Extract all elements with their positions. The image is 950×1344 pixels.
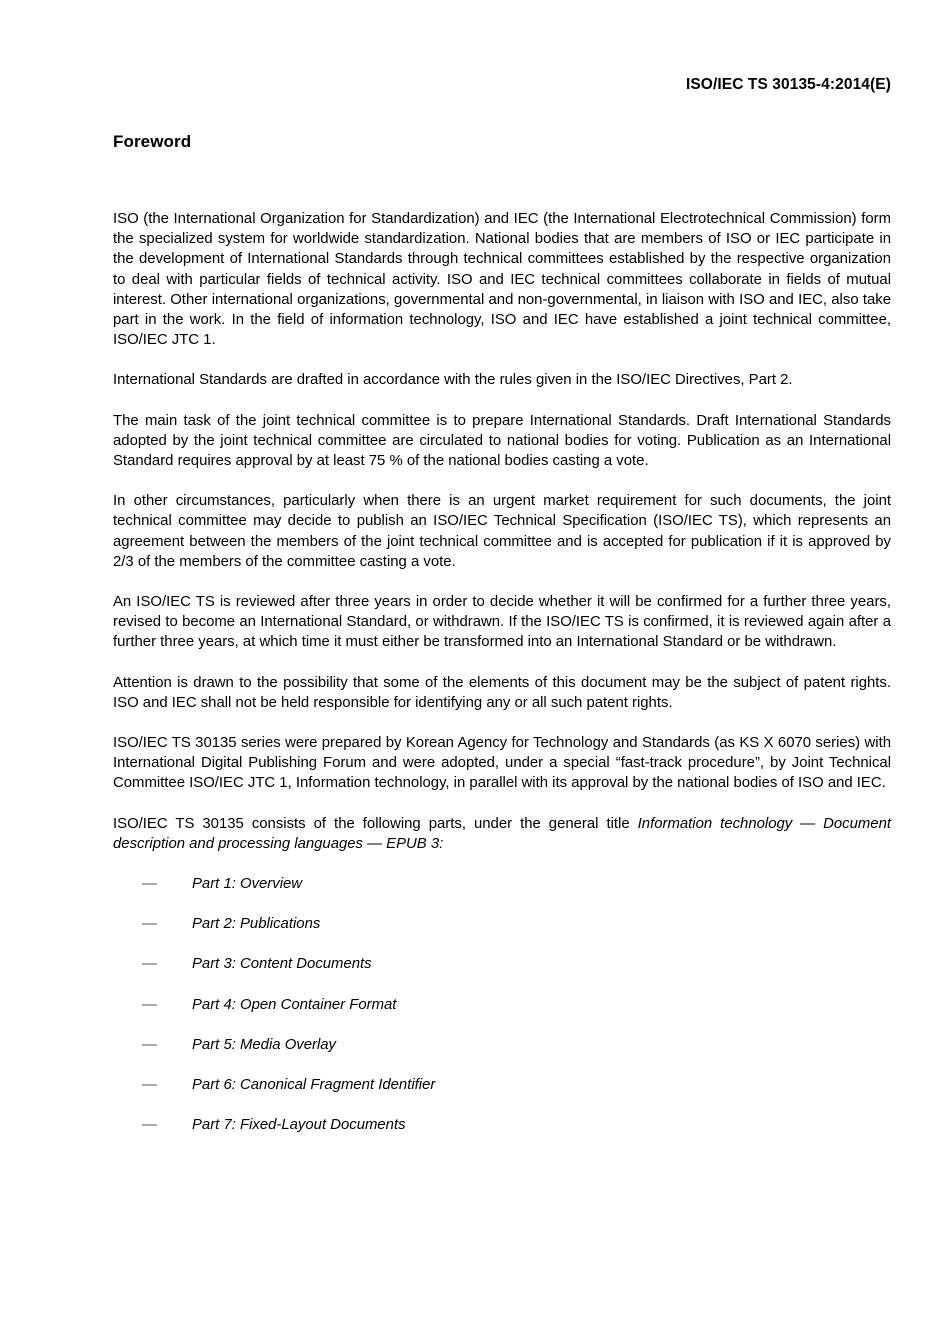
list-item-label: Part 3: Content Documents bbox=[192, 956, 372, 973]
list-item bbox=[113, 874, 891, 894]
list-item-label: Part 1: Overview bbox=[192, 876, 303, 893]
list-item bbox=[113, 914, 891, 934]
paragraph-3: The main task of the joint technical committee is to prepare International Standards. Draft International Standards adopted by the joint technical committee are circulated to national bodies for voting. Publication as an International Standard requires approval by at least 75 % of the national bodies casting a vote. bbox=[113, 412, 891, 470]
list-item bbox=[113, 1115, 891, 1135]
list-item bbox=[113, 1075, 891, 1095]
em-dash-bullet-icon: — bbox=[142, 956, 157, 973]
em-dash-bullet-icon: — bbox=[142, 876, 157, 893]
parts-intro-lead: ISO/IEC TS 30135 consists of the following parts, under the general title bbox=[113, 815, 638, 832]
parts-intro-paragraph bbox=[113, 814, 891, 854]
parts-intro-general-title: Information technology — Document description and processing languages — EPUB 3: bbox=[113, 815, 891, 852]
list-item-label: Part 7: Fixed-Layout Documents bbox=[192, 1117, 406, 1134]
paragraph-6: Attention is drawn to the possibility that some of the elements of this document may be the subject of patent rights. ISO and IEC shall not be held responsible for identifying any or all such patent rights. bbox=[113, 674, 891, 711]
foreword-body bbox=[113, 209, 891, 1136]
page-title: Foreword bbox=[113, 132, 192, 151]
paragraph-5: An ISO/IEC TS is reviewed after three years in order to decide whether it will be confirmed for a further three years, revised to become an International Standard, or withdrawn. If the ISO/IEC TS is confirmed, it is reviewed again after a further three years, at which time it must either be transformed into an International Standard or be withdrawn. bbox=[113, 594, 891, 651]
paragraph-2: International Standards are drafted in accordance with the rules given in the ISO/IEC Directives, Part 2. bbox=[113, 372, 793, 389]
paragraph-4: In other circumstances, particularly when there is an urgent market requirement for such documents, the joint technical committee may decide to publish an ISO/IEC Technical Specification (ISO/IEC TS), which represents an agreement between the members of the joint technical committee and is accepted for publication if it is approved by 2/3 of the members of the committee casting a vote. bbox=[113, 493, 891, 570]
paragraph-1: ISO (the International Organization for Standardization) and IEC (the International Electrotechnical Commission) form the specialized system for worldwide standardization. National bodies that are members of ISO or IEC participate in the development of International Standards through technical committees established by the respective organization to deal with particular fields of technical activity. ISO and IEC technical committees collaborate in fields of mutual interest. Other international organizations, governmental and non-governmental, in liaison with ISO and IEC, also take part in the work. In the field of information technology, ISO and IEC have established a joint technical committee, ISO/IEC JTC 1. bbox=[113, 211, 891, 349]
list-item-label: Part 6: Canonical Fragment Identifier bbox=[192, 1077, 436, 1094]
em-dash-bullet-icon: — bbox=[142, 1036, 157, 1053]
em-dash-bullet-icon: — bbox=[142, 1077, 157, 1094]
em-dash-bullet-icon: — bbox=[142, 1117, 157, 1134]
paragraph-7: ISO/IEC TS 30135 series were prepared by Korean Agency for Technology and Standards (as KS X 6070 series) with International Digital Publishing Forum and were adopted, under a special “fast-track procedure”, by Joint Technical Committee ISO/IEC JTC 1, Information technology, in parallel with its approval by the national bodies of ISO and IEC. bbox=[113, 735, 891, 792]
parts-list bbox=[113, 874, 891, 1135]
list-item bbox=[113, 1035, 891, 1055]
em-dash-bullet-icon: — bbox=[142, 916, 157, 933]
list-item-label: Part 4: Open Container Format bbox=[192, 996, 397, 1013]
document-identifier: ISO/IEC TS 30135-4:2014(E) bbox=[685, 76, 891, 93]
list-item bbox=[113, 954, 891, 974]
list-item bbox=[113, 995, 891, 1015]
list-item-label: Part 5: Media Overlay bbox=[192, 1036, 336, 1053]
em-dash-bullet-icon: — bbox=[142, 996, 157, 1013]
list-item-label: Part 2: Publications bbox=[192, 916, 321, 933]
page-header bbox=[113, 76, 891, 94]
document-content bbox=[113, 131, 891, 1156]
